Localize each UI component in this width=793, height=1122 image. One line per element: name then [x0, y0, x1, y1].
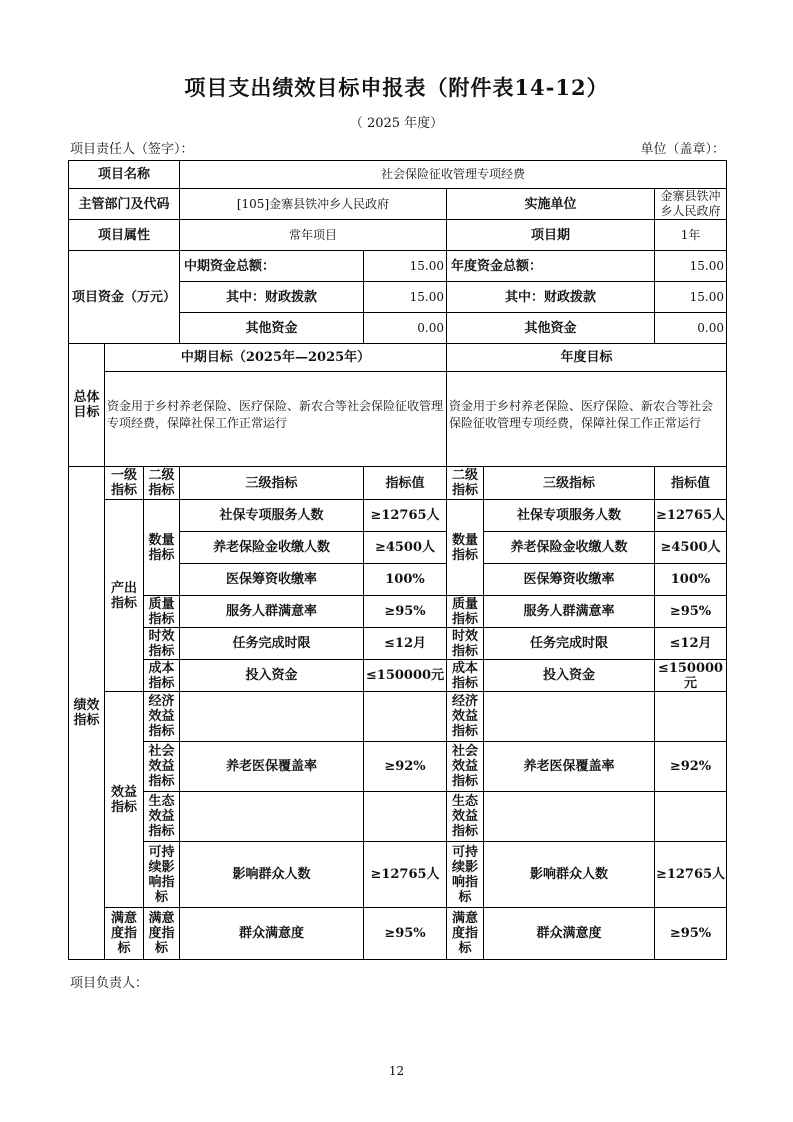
- col-value: 指标值: [364, 467, 447, 500]
- ql1-value: ≥95%: [364, 596, 447, 628]
- project-name-label: 项目名称: [69, 161, 180, 189]
- performance-target-table: [68, 160, 727, 960]
- q2-name-year: 养老保险金收缴人数: [484, 532, 655, 564]
- q3-name: 医保筹资收缴率: [180, 564, 364, 596]
- project-name-value: 社会保险征收管理专项经费: [180, 161, 727, 189]
- row-ecological: [69, 792, 727, 842]
- year-fiscal-label: 其中：财政拨款: [447, 282, 655, 313]
- economic-value-year: [655, 692, 727, 742]
- page-number: 12: [388, 1064, 405, 1078]
- su1-value: ≥12765人: [364, 842, 447, 908]
- col-level3-year: 三级指标: [484, 467, 655, 500]
- quality-label: 质量指标: [144, 596, 180, 628]
- sa1-name-year: 群众满意度: [484, 908, 655, 960]
- su1-value-year: ≥12765人: [655, 842, 727, 908]
- row-project-name: [69, 161, 727, 189]
- q2-value: ≥4500人: [364, 532, 447, 564]
- col-level2-year: 二级指标: [447, 467, 484, 500]
- col-value-year: 指标值: [655, 467, 727, 500]
- c1-value: ≤150000元: [364, 660, 447, 692]
- col-level1: 一级指标: [105, 467, 144, 500]
- responsible-signature-label: 项目责任人（签字）：: [70, 142, 194, 157]
- q1-name-year: 社保专项服务人数: [484, 500, 655, 532]
- sa1-name: 群众满意度: [180, 908, 364, 960]
- perf-label: 绩效指标: [69, 467, 105, 960]
- c1-name: 投入资金: [180, 660, 364, 692]
- sa1-value: ≥95%: [364, 908, 447, 960]
- ql1-name-year: 服务人群满意率: [484, 596, 655, 628]
- period-value: 1年: [655, 220, 727, 251]
- attr-label: 项目属性: [69, 220, 180, 251]
- sustainable-label: 可持续影响指标: [144, 842, 180, 908]
- cost-label-year: 成本指标: [447, 660, 484, 692]
- ecological-name: [180, 792, 364, 842]
- year-total-label: 年度资金总额：: [447, 251, 655, 282]
- attr-value: 常年项目: [180, 220, 447, 251]
- row-department: [69, 189, 727, 220]
- row-goals-text: [69, 372, 727, 467]
- row-timeliness: [69, 628, 727, 660]
- su1-name-year: 影响群众人数: [484, 842, 655, 908]
- ecological-label-year: 生态效益指标: [447, 792, 484, 842]
- row-economic: [69, 692, 727, 742]
- q1-name: 社保专项服务人数: [180, 500, 364, 532]
- mid-fiscal-label: 其中：财政拨款: [180, 282, 364, 313]
- dept-value: [105]金寨县铁冲乡人民政府: [180, 189, 447, 220]
- ecological-value: [364, 792, 447, 842]
- economic-value: [364, 692, 447, 742]
- dept-label: 主管部门及代码: [69, 189, 180, 220]
- mid-total-label: 中期资金总额：: [180, 251, 364, 282]
- t1-value-year: ≤12月: [655, 628, 727, 660]
- s1-name: 养老医保覆盖率: [180, 742, 364, 792]
- s1-name-year: 养老医保覆盖率: [484, 742, 655, 792]
- year-total-value: 15.00: [655, 251, 727, 282]
- period-label: 项目期: [447, 220, 655, 251]
- row-goals-header: [69, 344, 727, 372]
- c1-value-year: ≤150000元: [655, 660, 727, 692]
- year-other-value: 0.00: [655, 313, 727, 344]
- row-funds-total: [69, 251, 727, 282]
- impl-unit-label: 实施单位: [447, 189, 655, 220]
- ecological-name-year: [484, 792, 655, 842]
- row-satisfaction: [69, 908, 727, 960]
- satisfaction-level2-label: 满意度指标: [144, 908, 180, 960]
- impl-unit-value: 金寨县铁冲乡人民政府: [655, 189, 727, 220]
- c1-name-year: 投入资金: [484, 660, 655, 692]
- row-quantity-1: [69, 500, 727, 532]
- mid-goal-label: 中期目标（2025年—2025年）: [105, 344, 447, 372]
- ql1-name: 服务人群满意率: [180, 596, 364, 628]
- social-label: 社会效益指标: [144, 742, 180, 792]
- funds-label: 项目资金（万元）: [69, 251, 180, 344]
- year-other-label: 其他资金: [447, 313, 655, 344]
- year-goal-label: 年度目标: [447, 344, 727, 372]
- q3-name-year: 医保筹资收缴率: [484, 564, 655, 596]
- row-social: [69, 742, 727, 792]
- quality-label-year: 质量指标: [447, 596, 484, 628]
- timeliness-label: 时效指标: [144, 628, 180, 660]
- s1-value: ≥92%: [364, 742, 447, 792]
- s1-value-year: ≥92%: [655, 742, 727, 792]
- year-goal-text: 资金用于乡村养老保险、医疗保险、新农合等社会保险征收管理专项经费，保障社保工作正常运行: [447, 372, 727, 467]
- q1-value: ≥12765人: [364, 500, 447, 532]
- economic-name-year: [484, 692, 655, 742]
- mid-other-label: 其他资金: [180, 313, 364, 344]
- satisfaction-level1-label: 满意度指标: [105, 908, 144, 960]
- timeliness-label-year: 时效指标: [447, 628, 484, 660]
- mid-other-value: 0.00: [364, 313, 447, 344]
- economic-name: [180, 692, 364, 742]
- q2-value-year: ≥4500人: [655, 532, 727, 564]
- row-cost: [69, 660, 727, 692]
- t1-name: 任务完成时限: [180, 628, 364, 660]
- mid-fiscal-value: 15.00: [364, 282, 447, 313]
- social-label-year: 社会效益指标: [447, 742, 484, 792]
- q2-name: 养老保险金收缴人数: [180, 532, 364, 564]
- row-sustainable: [69, 842, 727, 908]
- satisfaction-level2-label-year: 满意度指标: [447, 908, 484, 960]
- benefit-indicator-label: 效益指标: [105, 692, 144, 908]
- quantity-label: 数量指标: [144, 500, 180, 596]
- sa1-value-year: ≥95%: [655, 908, 727, 960]
- q1-value-year: ≥12765人: [655, 500, 727, 532]
- economic-label-year: 经济效益指标: [447, 692, 484, 742]
- unit-seal-label: 单位（盖章）：: [640, 142, 725, 157]
- row-quality: [69, 596, 727, 628]
- t1-value: ≤12月: [364, 628, 447, 660]
- economic-label: 经济效益指标: [144, 692, 180, 742]
- mid-total-value: 15.00: [364, 251, 447, 282]
- year-line: （ 2025 年度）: [349, 116, 444, 131]
- ecological-label: 生态效益指标: [144, 792, 180, 842]
- ql1-value-year: ≥95%: [655, 596, 727, 628]
- q3-value: 100%: [364, 564, 447, 596]
- t1-name-year: 任务完成时限: [484, 628, 655, 660]
- project-leader-label: 项目负责人：: [70, 976, 149, 991]
- su1-name: 影响群众人数: [180, 842, 364, 908]
- sustainable-label-year: 可持续影响指标: [447, 842, 484, 908]
- output-indicator-label: 产出指标: [105, 500, 144, 692]
- row-perf-header: [69, 467, 727, 500]
- mid-goal-text: 资金用于乡村养老保险、医疗保险、新农合等社会保险征收管理专项经费，保障社保工作正常运行: [105, 372, 447, 467]
- q3-value-year: 100%: [655, 564, 727, 596]
- cost-label: 成本指标: [144, 660, 180, 692]
- page-title: 项目支出绩效目标申报表（附件表14-12）: [184, 75, 609, 100]
- overall-goal-label: 总体目标: [69, 344, 105, 467]
- quantity-label-year: 数量指标: [447, 500, 484, 596]
- row-attribute: [69, 220, 727, 251]
- col-level2: 二级指标: [144, 467, 180, 500]
- ecological-value-year: [655, 792, 727, 842]
- year-fiscal-value: 15.00: [655, 282, 727, 313]
- col-level3: 三级指标: [180, 467, 364, 500]
